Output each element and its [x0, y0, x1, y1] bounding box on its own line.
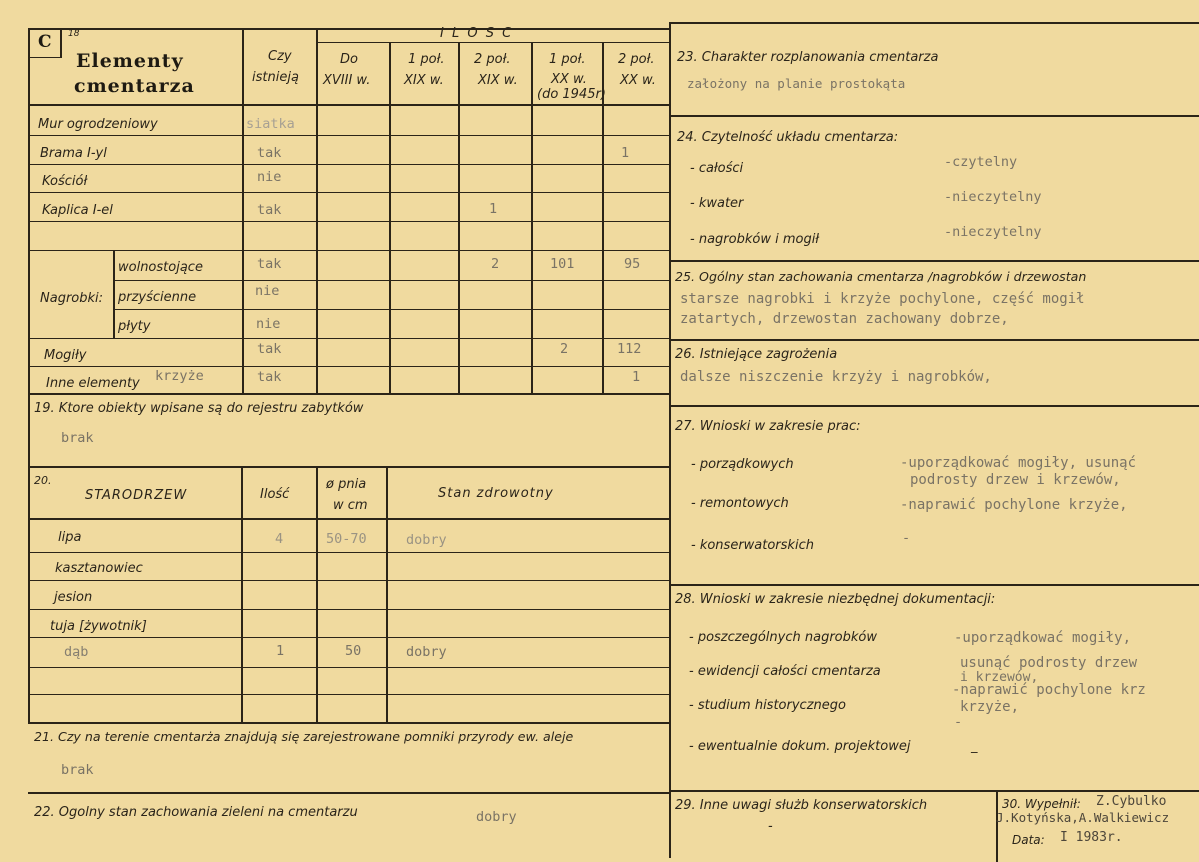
- row-label-plyty: płyty: [118, 319, 151, 334]
- q20-number: 20.: [34, 474, 52, 487]
- q19-answer: brak: [61, 430, 94, 446]
- rule: [28, 552, 670, 553]
- row-val-inne-p5: 1: [632, 369, 641, 385]
- row-label-inne: Inne elementy: [46, 376, 140, 391]
- rule: [671, 790, 1199, 792]
- q22-label: 22. Ogolny stan zachowania zieleni na cmentarzu: [34, 805, 358, 820]
- rule: [28, 609, 670, 610]
- row-extra-inne: krzyże: [155, 368, 204, 384]
- row-val-brama-p5: 1: [621, 145, 630, 161]
- rule: [28, 221, 670, 222]
- rule: [28, 694, 670, 695]
- period-3-l1: 2 poł.: [474, 52, 511, 67]
- tree-count-dab: 1: [276, 643, 285, 659]
- q27-item-1-label: - porządkowych: [691, 457, 794, 472]
- rule: [671, 115, 1199, 117]
- rule: [113, 280, 670, 281]
- period-1-l2: XVIII w.: [323, 73, 371, 88]
- q22-answer: dobry: [476, 809, 517, 825]
- q28-item-4-label: - ewentualnie dokum. projektowej: [689, 739, 911, 754]
- row-exists-plyty: nie: [256, 316, 281, 332]
- row-val-mogily-p4: 2: [560, 341, 569, 357]
- rule: [671, 339, 1199, 341]
- row-exists-kaplica: tak: [257, 202, 282, 218]
- row-val-wolnostojace-p5: 95: [624, 256, 641, 272]
- q27-label: 27. Wnioski w zakresie prac:: [675, 419, 861, 434]
- rule: [28, 792, 670, 794]
- q24-item-3-value: -nieczytelny: [944, 224, 1042, 240]
- tree-name-lipa: lipa: [58, 530, 82, 545]
- q29-answer: -: [768, 819, 773, 834]
- q27-item-1-value-2: podrosty drzew i krzewów,: [910, 472, 1121, 488]
- q28-item-1-label: - poszczególnych nagrobków: [689, 630, 877, 645]
- q24-item-1-label: - całości: [690, 161, 744, 176]
- tree-name-tuja: tuja [żywotnik]: [50, 619, 147, 634]
- row-val-wolnostojace-p4: 101: [550, 256, 575, 272]
- tree-state-lipa: dobry: [406, 532, 447, 548]
- q23-answer: założony na planie prostokąta: [687, 76, 906, 91]
- rule: [28, 192, 670, 193]
- rule: [458, 42, 460, 394]
- q20-header-diam-l1: ø pnia: [326, 477, 367, 492]
- title-line1: Elementy: [76, 50, 184, 72]
- q25-answer-2: zatartych, drzewostan zachowany dobrze,: [680, 311, 1009, 327]
- rule: [389, 42, 391, 394]
- row-exists-mur: siatka: [246, 116, 295, 132]
- ilosc-header: I L O S C: [440, 26, 514, 41]
- q30-name2: J.Kotyńska,A.Walkiewicz: [996, 810, 1170, 825]
- rule: [30, 57, 61, 58]
- q28-item-3-label: - studium historycznego: [689, 698, 846, 713]
- tree-name-kasztanowiec: kasztanowiec: [55, 561, 143, 576]
- rule: [241, 466, 243, 724]
- q27-item-3-label: - konserwatorskich: [691, 538, 814, 553]
- q30-date-label: Data:: [1012, 833, 1045, 847]
- q24-item-1-value: -czytelny: [944, 154, 1018, 170]
- period-4-l1: 1 poł.: [549, 52, 586, 67]
- row-val-wolnostojace-p3: 2: [491, 256, 500, 272]
- q28-extra-3: _: [971, 739, 978, 754]
- q19-label: 19. Ktore obiekty wpisane są do rejestru zabytków: [34, 401, 364, 416]
- rule: [28, 667, 670, 668]
- row-label-brama: Brama I-yl: [40, 146, 107, 161]
- q28-item-3-value: i krzewów,: [960, 670, 1039, 685]
- code-number: 18: [68, 29, 80, 39]
- q27-item-3-value: -: [902, 530, 911, 546]
- q26-label: 26. Istniejące zagrożenia: [675, 347, 838, 362]
- title-line2: cmentarza: [74, 75, 195, 97]
- period-5-l2: XX w.: [620, 73, 656, 88]
- rule: [671, 22, 1199, 24]
- q24-item-2-value: -nieczytelny: [944, 189, 1042, 205]
- q28-extra-2: -: [954, 714, 963, 730]
- row-exists-przyscienne: nie: [255, 283, 280, 299]
- istnieja-label: istnieją: [252, 70, 299, 85]
- q26-answer: dalsze niszczenie krzyży i nagrobków,: [680, 369, 992, 385]
- q24-label: 24. Czytelność układu cmentarza:: [677, 130, 899, 145]
- row-exists-kosciol: nie: [257, 169, 282, 185]
- rule: [28, 135, 670, 136]
- tree-name-jesion: jesion: [54, 590, 93, 605]
- tree-name-dab: dąb: [64, 644, 89, 660]
- row-label-kaplica: Kaplica I-el: [42, 203, 113, 218]
- rule: [28, 250, 670, 251]
- q30-label: 30. Wypełnił:: [1002, 797, 1081, 811]
- nagrobki-label: Nagrobki:: [40, 291, 104, 306]
- rule: [28, 580, 670, 581]
- row-exists-brama: tak: [257, 145, 282, 161]
- rule: [316, 466, 318, 724]
- rule: [671, 405, 1199, 407]
- q30-date: I 1983r.: [1060, 830, 1123, 845]
- tree-diam-dab: 50: [345, 643, 362, 659]
- rule: [671, 584, 1199, 586]
- q27-item-2-value: -naprawić pochylone krzyże,: [900, 497, 1128, 513]
- q20-header-state: Stan zdrowotny: [438, 486, 554, 501]
- rule: [28, 518, 670, 520]
- rule: [60, 28, 62, 58]
- rule: [28, 393, 670, 395]
- q20-header-diam-l2: w cm: [333, 498, 368, 513]
- q28-item-4-value: -naprawić pochylone krz: [952, 682, 1146, 698]
- rule: [28, 104, 670, 106]
- q29-label: 29. Inne uwagi służb konserwatorskich: [675, 798, 928, 813]
- period-4-l2: XX w.: [551, 72, 587, 87]
- q24-item-2-label: - kwater: [690, 196, 744, 211]
- rule: [386, 466, 388, 724]
- rule: [671, 260, 1199, 262]
- tree-state-dab: dobry: [406, 644, 447, 660]
- rule: [113, 250, 115, 339]
- rule: [28, 637, 670, 638]
- rule: [669, 22, 671, 858]
- q25-label: 25. Ogólny stan zachowania cmentarza /nagrobków i drzewostan: [675, 269, 1087, 284]
- q24-item-3-label: - nagrobków i mogił: [690, 232, 820, 247]
- rule: [113, 309, 670, 310]
- period-3-l2: XIX w.: [478, 73, 518, 88]
- rule: [28, 28, 30, 723]
- period-5-l1: 2 poł.: [618, 52, 655, 67]
- rule: [28, 722, 670, 724]
- row-label-kosciol: Kościół: [42, 174, 88, 189]
- row-label-mogily: Mogiły: [44, 348, 87, 363]
- row-exists-wolnostojace: tak: [257, 256, 282, 272]
- rule: [28, 366, 670, 367]
- q21-answer: brak: [61, 762, 94, 778]
- row-label-wolnostojace: wolnostojące: [118, 260, 203, 275]
- rule: [318, 42, 670, 43]
- rule: [996, 790, 998, 862]
- rule: [28, 28, 671, 30]
- rule: [28, 338, 670, 339]
- q20-header-count: Ilość: [260, 487, 290, 502]
- q27-item-2-label: - remontowych: [691, 496, 789, 511]
- period-2-l1: 1 poł.: [408, 52, 445, 67]
- row-val-kaplica-p3: 1: [489, 201, 498, 217]
- q27-item-1-value-1: -uporządkować mogiły, usunąć: [900, 455, 1137, 471]
- rule: [28, 466, 670, 468]
- q21-label: 21. Czy na terenie cmentarża znajdują się zarejestrowane pomniki przyrody ew. aleje: [34, 729, 574, 744]
- q20-header-name: STARODRZEW: [85, 488, 188, 503]
- row-val-mogily-p5: 112: [617, 341, 642, 357]
- rule: [28, 164, 670, 165]
- code-letter: C: [38, 32, 53, 52]
- q28-item-2-label: - ewidencji całości cmentarza: [689, 664, 881, 679]
- q28-item-1-value: -uporządkować mogiły,: [954, 630, 1132, 646]
- q28-item-2-value: usunąć podrosty drzew: [960, 655, 1138, 671]
- q23-label: 23. Charakter rozplanowania cmentarza: [677, 50, 939, 65]
- q28-label: 28. Wnioski w zakresie niezbędnej dokumentacji:: [675, 592, 996, 607]
- q25-answer-1: starsze nagrobki i krzyże pochylone, część mogił: [680, 291, 1085, 307]
- q28-extra-1: krzyże,: [960, 699, 1020, 715]
- czy-label: Czy: [268, 49, 292, 64]
- q30-name1: Z.Cybulko: [1096, 794, 1167, 809]
- period-2-l2: XIX w.: [404, 73, 444, 88]
- row-exists-inne: tak: [257, 369, 282, 385]
- row-exists-mogily: tak: [257, 341, 282, 357]
- tree-diam-lipa: 50-70: [326, 531, 367, 547]
- period-1-l1: Do: [340, 52, 358, 67]
- period-4-l3: (do 1945r): [537, 87, 606, 102]
- row-label-przyscienne: przyścienne: [118, 290, 197, 305]
- row-label-mur: Mur ogrodzeniowy: [38, 117, 158, 132]
- rule: [531, 42, 533, 394]
- tree-count-lipa: 4: [275, 531, 284, 547]
